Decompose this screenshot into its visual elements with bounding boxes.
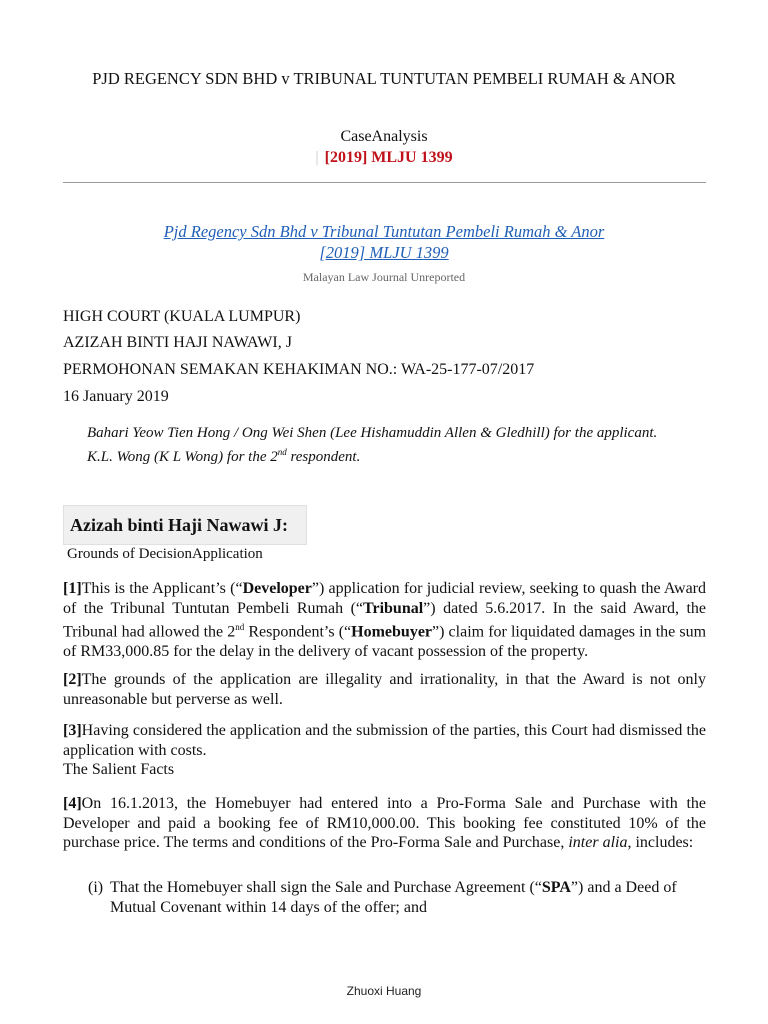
court-name: HIGH COURT (KUALA LUMPUR): [63, 308, 301, 325]
paragraph-2: [2]The grounds of the application are illegality and irrationality, in that the Award is not only unreasonable but perverse as well.: [63, 671, 706, 708]
citation-text: [2019] MLJU 1399: [324, 149, 453, 166]
paragraph-3: [3]Having considered the application and the submission of the parties, this Court had dismissed the application with costs.: [63, 722, 706, 759]
counsel-respondent: K.L. Wong (K L Wong) for the 2nd respondent.: [87, 446, 361, 465]
paragraph-4: [4]On 16.1.2013, the Homebuyer had entered into a Pro-Forma Sale and Purchase with the Developer and paid a booking fee of RM10,000.00. This booking fee constituted 10% of the purchase price. The terms and conditions of the Pro-Forma Sale and Purchase, inter alia, includes:: [63, 795, 706, 851]
salient-facts-heading: The Salient Facts: [63, 761, 175, 778]
case-link-title[interactable]: Pjd Regency Sdn Bhd v Tribunal Tuntutan Pembeli Rumah & Anor: [163, 222, 605, 241]
grounds-heading: Grounds of DecisionApplication: [67, 546, 263, 562]
case-title: PJD REGENCY SDN BHD v TRIBUNAL TUNTUTAN PEMBELI RUMAH & ANOR: [92, 69, 676, 88]
judge-heading: Azizah binti Haji Nawawi J:: [70, 514, 288, 535]
divider-bar-icon: |: [315, 149, 319, 166]
judge-heading-box: [63, 505, 307, 545]
case-analysis-label: CaseAnalysis: [340, 128, 428, 145]
case-number: PERMOHONAN SEMAKAN KEHAKIMAN NO.: WA-25-177-07/2017: [63, 361, 535, 378]
horizontal-rule: [63, 182, 706, 183]
reporter-name: Malayan Law Journal Unreported: [302, 270, 466, 284]
judge-name: AZIZAH BINTI HAJI NAWAWI, J: [63, 334, 292, 351]
list-item-text: That the Homebuyer shall sign the Sale and Purchase Agreement (“SPA”) and a Deed of Mutual Covenant within 14 days of the offer; and: [110, 879, 677, 916]
citation-header: [0, 149, 768, 167]
counsel-block: [87, 424, 687, 466]
case-link[interactable]: [0, 221, 768, 263]
list-item-number: (i): [88, 879, 104, 896]
footer-author: Zhuoxi Huang: [346, 984, 422, 998]
counsel-applicant: Bahari Yeow Tien Hong / Ong Wei Shen (Lee Hishamuddin Allen & Gledhill) for the applicant.: [87, 425, 658, 441]
case-link-citation[interactable]: [2019] MLJU 1399: [319, 243, 449, 262]
paragraph-1: [1]This is the Applicant’s (“Developer”) application for judicial review, seeking to quash the Award of the Tribunal Tuntutan Pembeli Rumah (“Tribunal”) dated 5.6.2017. In the said Award, the Tribunal had allowed the 2nd Respondent’s (“Homebuyer”) claim for liquidated damages in the sum of RM33,000.85 for the delay in the delivery of vacant possession of the property.: [63, 580, 707, 660]
decision-date: 16 January 2019: [63, 388, 169, 405]
list-item-i: [88, 878, 706, 917]
